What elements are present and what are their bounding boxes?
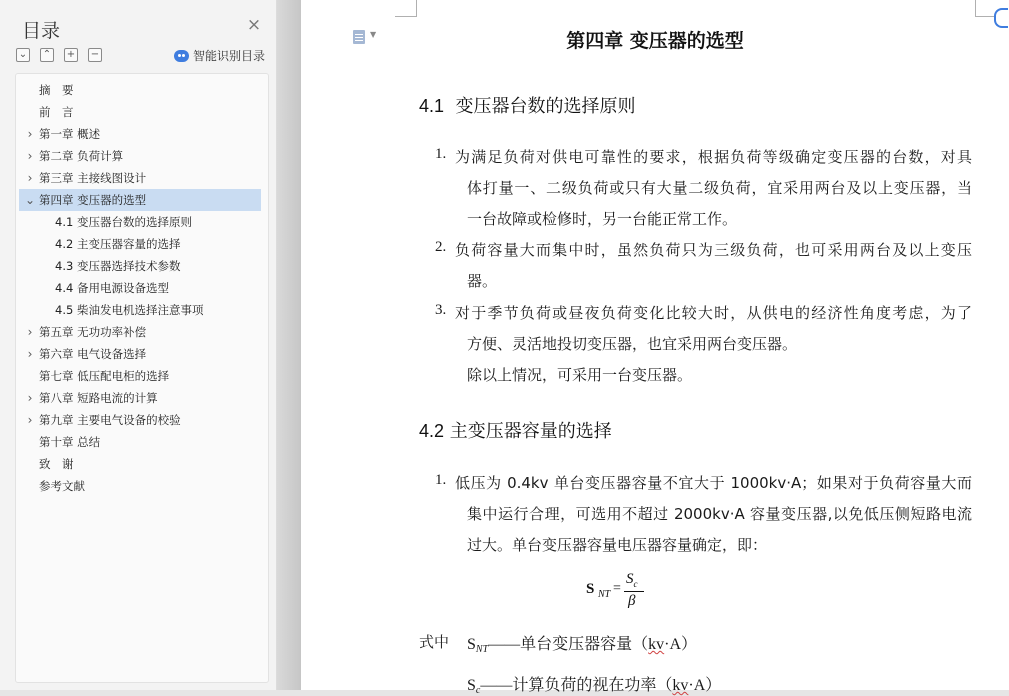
page-margin-mark	[395, 16, 417, 17]
definition-subscript: c	[475, 685, 481, 696]
toc-item-abstract[interactable]	[19, 79, 261, 101]
toc-item-4-1[interactable]	[19, 211, 261, 233]
toc-item-4-3[interactable]	[19, 255, 261, 277]
toc-item-label: 4.4 备用电源设备选型	[55, 281, 169, 295]
fraction-bar	[624, 591, 644, 592]
toc-item-thanks[interactable]	[19, 453, 261, 475]
toc-item-label: 4.2 主变压器容量的选择	[55, 237, 181, 251]
chevron-right-icon[interactable]: ›	[27, 325, 33, 339]
toc-item-label: 参考文献	[39, 479, 85, 493]
chevron-right-icon[interactable]: ›	[27, 347, 33, 361]
formula-numerator-subscript: c	[633, 579, 638, 589]
toc-item-label: 第六章 电气设备选择	[39, 347, 147, 361]
section-number: 4.1	[419, 96, 445, 116]
formula-lhs: S	[586, 581, 595, 597]
toc-item-label: 第二章 负荷计算	[39, 149, 124, 163]
toc-item-label: 第五章 无功功率补偿	[39, 325, 147, 339]
chevron-right-icon[interactable]: ›	[27, 413, 33, 427]
paragraph-line: 一台故障或检修时，另一台能正常工作。	[467, 210, 738, 228]
definition-line	[467, 672, 721, 696]
toc-list	[15, 73, 269, 683]
toc-toolbar	[16, 48, 102, 62]
toc-item-chapter-9[interactable]	[19, 409, 261, 431]
chevron-right-icon[interactable]: ›	[27, 127, 33, 141]
toc-item-chapter-3[interactable]	[19, 167, 261, 189]
expand-all-icon[interactable]: ⌄	[16, 48, 30, 62]
toc-item-4-4[interactable]	[19, 277, 261, 299]
toc-item-label: 4.1 变压器台数的选择原则	[55, 215, 192, 229]
definition-symbol: S	[467, 677, 476, 694]
collapse-all-icon[interactable]: ⌃	[40, 48, 54, 62]
toc-item-label: 第十章 总结	[39, 435, 101, 449]
smart-robot-icon	[174, 50, 189, 62]
smart-toc-button[interactable]	[174, 47, 265, 64]
page-margin-mark	[975, 0, 976, 17]
toc-item-preface[interactable]	[19, 101, 261, 123]
definition-unit-rest: ·A）	[664, 636, 698, 653]
toc-item-label: 摘 要	[39, 83, 74, 97]
toc-item-chapter-10[interactable]	[19, 431, 261, 453]
list-marker: 1.	[435, 146, 447, 162]
document-page[interactable]	[301, 0, 1009, 696]
formula-numerator	[626, 571, 638, 589]
list-marker: 2.	[435, 239, 447, 255]
page-margin-mark	[416, 0, 417, 17]
formula-equals: =	[613, 581, 621, 596]
list-marker: 1.	[435, 472, 447, 488]
definition-text: ——计算负荷的视在功率（	[480, 677, 673, 694]
definition-unit: kv	[672, 677, 689, 694]
section-number: 4.2	[419, 421, 445, 441]
add-heading-icon[interactable]: +	[64, 48, 78, 62]
definition-line	[467, 631, 697, 655]
paragraph-line: 为满足负荷对供电可靠性的要求，根据负荷等级确定变压器的台数，对具	[455, 148, 972, 166]
remove-heading-icon[interactable]: −	[88, 48, 102, 62]
section-title: 变压器台数的选择原则	[455, 96, 636, 117]
section-heading-4-2	[419, 417, 612, 443]
list-marker: 3.	[435, 302, 447, 318]
paragraph-line: 方便、灵活地投切变压器，也宜采用两台变压器。	[467, 335, 798, 353]
paragraph-line: 器。	[467, 272, 498, 290]
definition-text: ——单台变压器容量（	[488, 636, 649, 653]
toc-item-chapter-1[interactable]	[19, 123, 261, 145]
chevron-right-icon[interactable]: ›	[27, 171, 33, 185]
formula-numerator-symbol: S	[626, 571, 634, 587]
paragraph-line: 除以上情况，可采用一台变压器。	[467, 366, 693, 384]
toc-item-chapter-4[interactable]	[19, 189, 261, 211]
toc-item-label: 第四章 变压器的选型	[39, 193, 147, 207]
toc-item-4-2[interactable]	[19, 233, 261, 255]
chevron-right-icon[interactable]: ›	[27, 149, 33, 163]
side-assistant-icon[interactable]	[994, 8, 1008, 28]
toc-item-references[interactable]	[19, 475, 261, 497]
paragraph-line: 集中运行合理，可选用不超过 2000kv·A 容量变压器,以免低压侧短路电流	[467, 505, 972, 523]
toc-item-label: 第九章 主要电气设备的校验	[39, 413, 181, 427]
section-title: 主变压器容量的选择	[449, 421, 612, 442]
chapter-title: 第四章 变压器的选型	[566, 30, 744, 52]
toc-item-label: 前 言	[39, 105, 74, 119]
toc-panel	[0, 0, 277, 690]
where-label: 式中	[419, 633, 450, 651]
toc-item-label: 第一章 概述	[39, 127, 101, 141]
chevron-right-icon[interactable]: ›	[27, 391, 33, 405]
formula-denominator: β	[628, 593, 636, 609]
paragraph-line: 低压为 0.4kv 单台变压器容量不宜大于 1000kv·A；如果对于负荷容量大而	[455, 474, 972, 492]
paragraph-line: 对于季节负荷或昼夜负荷变化比较大时，从供电的经济性角度考虑，为了	[455, 304, 972, 322]
chevron-down-icon[interactable]: ⌄	[24, 193, 36, 207]
toc-item-4-5[interactable]	[19, 299, 261, 321]
definition-subscript: NT	[475, 644, 489, 655]
capacity-formula	[586, 572, 666, 612]
toc-item-label: 4.3 变压器选择技术参数	[55, 259, 181, 273]
toc-item-chapter-8[interactable]	[19, 387, 261, 409]
smart-toc-label: 智能识别目录	[193, 49, 266, 63]
toc-item-label: 第八章 短路电流的计算	[39, 391, 158, 405]
toc-title: 目录	[22, 20, 61, 42]
dropdown-caret-icon[interactable]: ▼	[370, 30, 377, 39]
paragraph-line: 负荷容量大而集中时，虽然负荷只为三级负荷，也可采用两台及以上变压	[455, 241, 972, 259]
definition-unit: kv	[648, 636, 665, 653]
toc-item-chapter-6[interactable]	[19, 343, 261, 365]
toc-item-chapter-5[interactable]	[19, 321, 261, 343]
toc-item-label: 4.5 柴油发电机选择注意事项	[55, 303, 204, 317]
toc-item-chapter-7[interactable]	[19, 365, 261, 387]
definition-unit-rest: ·A）	[688, 677, 722, 694]
toc-item-label: 第三章 主接线图设计	[39, 171, 147, 185]
toc-item-chapter-2[interactable]	[19, 145, 261, 167]
paragraph-line: 体打量一、二级负荷或只有大量二级负荷，宜采用两台及以上变压器，当	[467, 179, 972, 197]
definition-symbol: S	[467, 636, 476, 653]
page-gutter	[277, 0, 301, 690]
close-icon[interactable]: ×	[246, 15, 262, 35]
section-heading-4-1	[419, 92, 635, 118]
toc-item-label: 第七章 低压配电柜的选择	[39, 369, 170, 383]
toc-item-label: 致 谢	[39, 457, 74, 471]
paragraph-line: 过大。单台变压器容量电压器容量确定，即：	[467, 536, 768, 554]
formula-lhs-subscript: NT	[598, 589, 611, 600]
